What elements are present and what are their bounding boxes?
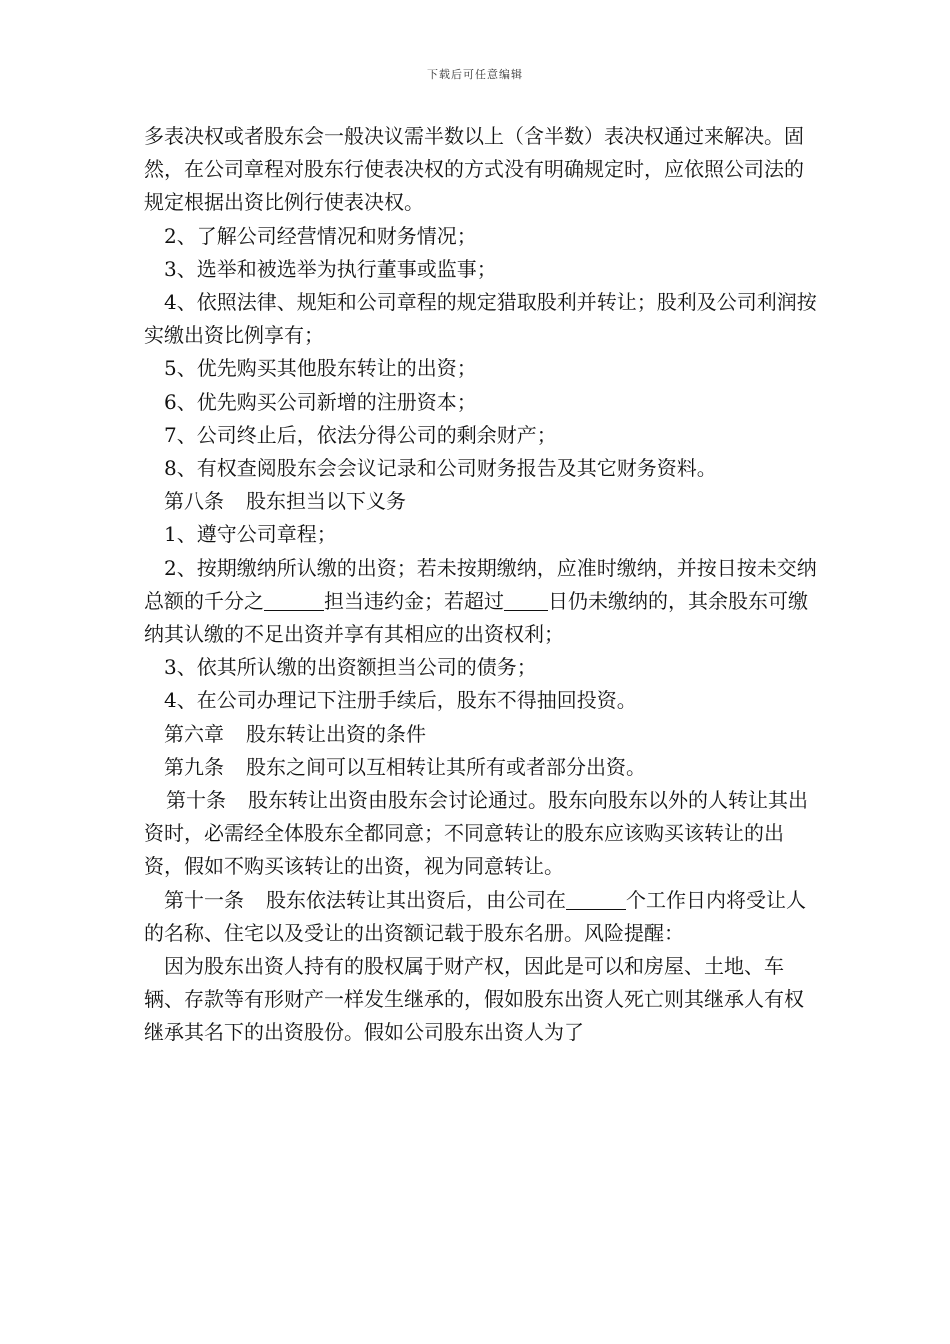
article-8-heading <box>144 485 820 518</box>
article-9 <box>144 751 820 784</box>
right-item-3: 3、选举和被选举为执行董事或监事； <box>164 256 497 281</box>
article-10-text: 股东转让出资由股东会讨论通过。股东向股东以外的人转让其出资时，必需经全体股东全都同意；不同意转让的股东应该购买该转让的出资，假如不购买该转让的出资，视为同意转让。 <box>144 788 808 879</box>
article-10-label: 第十条 <box>166 788 226 813</box>
chapter-6-heading <box>144 718 820 751</box>
duty-item-4: 4、在公司办理记下注册手续后，股东不得抽回投资。 <box>164 688 637 713</box>
article-10 <box>144 784 820 884</box>
document-body <box>144 120 820 1050</box>
right-item-6: 6、优先购买公司新增的注册资本； <box>164 389 477 414</box>
right-item-8: 8、有权查阅股东会会议记录和公司财务报告及其它财务资料。 <box>164 456 717 481</box>
duty-item-2-part-a: 2、按期缴纳所认缴的出资；若未按期缴纳，应准时缴纳，并按日按未交纳总额的千分之 <box>144 555 817 613</box>
page-header: 下载后可任意编辑 <box>427 68 523 81</box>
duty-item-3: 3、依其所认缴的出资额担当公司的债务； <box>164 655 537 680</box>
duty-item-2 <box>144 552 820 652</box>
duty-item-1: 1、遵守公司章程； <box>164 522 337 547</box>
blank-overdue-days[interactable] <box>504 590 548 611</box>
article-11-part-b: 个工作日内将受让人的名称、住宅以及受让的出资额记载于股东名册。风险提醒： <box>144 887 806 945</box>
blank-working-days[interactable] <box>566 889 626 910</box>
risk-paragraph: 因为股东出资人持有的股权属于财产权，因此是可以和房屋、土地、车辆、存款等有形财产一样发生继承的，假如股东出资人死亡则其继承人有权继承其名下的出资股份。假如公司股东出资人为了 <box>144 954 804 1045</box>
article-9-label: 第九条 <box>164 754 224 779</box>
right-item-7: 7、公司终止后，依法分得公司的剩余财产； <box>164 422 557 447</box>
article-8-label: 第八条 <box>164 489 224 514</box>
article-11-label: 第十一条 <box>164 887 244 912</box>
paragraph-voting-rules: 多表决权或者股东会一般决议需半数以上（含半数）表决权通过来解决。固然，在公司章程对股东行使表决权的方式没有明确规定时，应依照公司法的规定根据出资比例行使表决权。 <box>144 124 804 215</box>
article-11-part-a: 股东依法转让其出资后，由公司在 <box>266 887 566 912</box>
duty-item-2-part-c: 日仍未缴纳的，其余股东可缴纳其认缴的不足出资并享有其相应的出资权利； <box>144 588 808 647</box>
chapter-6-label: 第六章 <box>164 721 224 746</box>
right-item-5: 5、优先购买其他股东转让的出资； <box>164 356 477 381</box>
article-11 <box>144 884 820 950</box>
duty-item-2-part-b: 担当违约金；若超过 <box>324 588 504 613</box>
chapter-6-text: 股东转让出资的条件 <box>246 721 426 746</box>
right-item-4: 4、依照法律、规矩和公司章程的规定猎取股利并转让；股利及公司利润按实缴出资比例享有； <box>144 290 817 348</box>
blank-penalty-rate[interactable] <box>264 590 324 611</box>
article-9-text: 股东之间可以互相转让其所有或者部分出资。 <box>246 754 646 779</box>
right-item-2: 2、了解公司经营情况和财务情况； <box>164 223 477 248</box>
article-8-text: 股东担当以下义务 <box>246 489 406 514</box>
